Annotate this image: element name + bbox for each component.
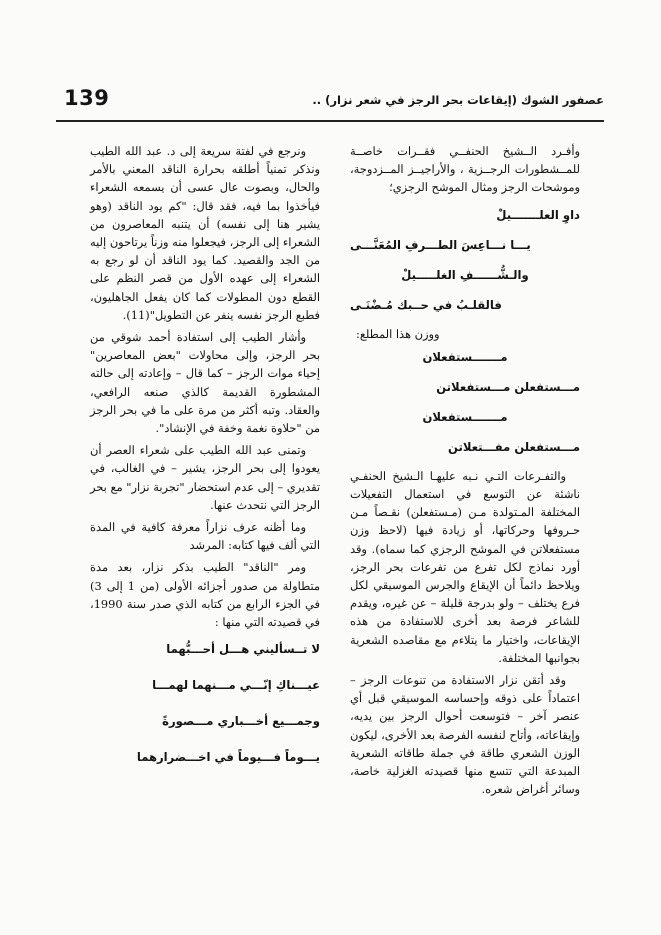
page-number: 139 (64, 86, 110, 110)
meter-line-2: مـــستفعلن مـــستفعلاتن (436, 379, 580, 394)
poem-verse-2: عيـــناكِ إنّـــي مـــنهما لهمـــا (152, 678, 320, 693)
right-column (350, 142, 580, 802)
poem-verse-3: وجمـــيع أخـــباري مـــصورةً (162, 714, 320, 729)
left-column (90, 142, 320, 783)
body-paragraph: وما أظنه عرف نزاراً معرفة كافية في المدة التي ألف فيها كتابه: المرشد (90, 520, 320, 553)
body-paragraph: وأشار الطيب إلى استفادة أحمد شوقي من بحر الرجز، وإلى محاولات "بعض المعاصرين" إحياء موات الرجز – كما قال – وإعادته إلى حالته المشطورة القديمة كالذي صنعه الرافعي، والعقاد. وتبه أكثر من مرة على ما في بحر الرجز من "حلاوة نغمة وخفة في الإنشاد". (90, 330, 320, 436)
body-paragraph: ومر "الناقد" الطيب بذكر نزار، بعد مدة متطاولة من صدور أجزائه الأولى (من 1 إلى 3) في الجزء الرابع من كتابه الذي صدر سنة 1990، في قصيدته التي منها : (90, 560, 320, 630)
body-paragraph: وتمنى عبد الله الطيب على شعراء العصر أن يعودوا إلى بحر الرجز، يشير – في الغالب، في تقديري – إلى عدم استحضار "تجربة نزار" مع بحر الرجز التي نتحدث عنها. (90, 443, 320, 512)
muwashshah-verse-1: داوِ العلـــــــيلْ (496, 207, 580, 222)
intro-paragraph: وأفـرد الــشيخ الحنفــي فقــرات خاصــة للمــشطورات الرجــزية ، والأراجيــز المــزدوجة، وموشحات الرجز ومثال الموشح الرجزي؛ (350, 144, 580, 195)
meter-intro: ووزن هذا المطلع: (356, 326, 440, 341)
meter-line-3: مـــــــستفعلان (422, 409, 508, 424)
poem-verse-4: يـــوماً فـــيوماً في اخـــضرارهما (136, 750, 320, 765)
body-paragraph: ونرجع في لفتة سريعة إلى د. عبد الله الطيب ونذكر تمنياً أطلقه بحرارة الناقد المعني بالأمر والحال، وبصوت عال عسى أن يسمعه الشعراء فيأخذوا بما فيه، فقد قال: "كم يود الناقد (وهو يشير هنا إلى نفسه) أن يتنبه المعاصرون من الشعراء إلى الرجز، فيجعلوا منه وزناً يرتاحون إليه من الجد والقصيد. كما يود الناقد أن لو رجع به الشعراء إلى عهده الأول من قصر النظم على القطع دون المطولات كما كان يفعل الجاهليون، فطبع الرجز نفسه ينفر عن التطويل"(11). (90, 144, 320, 322)
poem-verse-1: لا تــسأليني هـــل أحـــبُّهما (166, 642, 320, 657)
muwashshah-verse-4: فالقلـبُ في حــبك مُـضْنَـى (350, 297, 502, 312)
body-paragraph: وقد أتقن نزار الاستفادة من تنوعات الرجز – اعتماداً على ذوقه وإحساسه الموسيقي قبل أي عنصر آخر – فتوسعت أحوال الرجز بين يديه، وإيقاعاته، وأتاح لنفسه الفرصة بعد الأخرى، ليكون الوزن الشعري طاقة في جملة طاقاته الشعرية المبدعة التي تتسع منها قصيدته الغزلية خاصة، وسائر أغراض شعره. (350, 673, 580, 797)
running-title: عصفور الشوك (إيقاعات بحر الرجز في شعر نزار) .. (312, 93, 604, 107)
page-header (56, 88, 604, 116)
meter-line-1: مـــــــستفعلان (422, 349, 508, 364)
muwashshah-verse-2: يـــا نـــاعِسَ الطـــرفِ المُعَنَّـــى (350, 237, 531, 252)
body-paragraph: والتفـرعات التـي نـبه عليهـا الـشيخ الحنفـي ناشئة عن التوسع في استعمال التفعيلات المختلفة المـتولدة مـن (مـستفعلن) نقـصاً مـن حـروفها وحركاتها، أو زيادة فيها (لاحظ وزن مستفعلاتن في الموشح الرجزي كما سماه). وقد أورد نماذج لكل تفرع من تفرعات بحر الرجز، ويلاحظ دائماً أن الإيقاع والجرس الموسيقي لكل فرع يختلف – ولو بدرجة قليلة – عن غيره، ويقدم للشاعر فرصة بعد أخرى للاستفادة من هذه الإيقاعات، واختيار ما يتلاءم مع مقاصده الشعرية بجوانبها المختلفة. (350, 468, 580, 665)
muwashshah-verse-3: والـشُّــــــفِ الغلـــــيلْ (401, 267, 529, 282)
header-divider (56, 120, 604, 122)
meter-line-4: مـــستفعلن مفـــتعلاتن (448, 439, 580, 454)
poem-verses (90, 639, 320, 767)
